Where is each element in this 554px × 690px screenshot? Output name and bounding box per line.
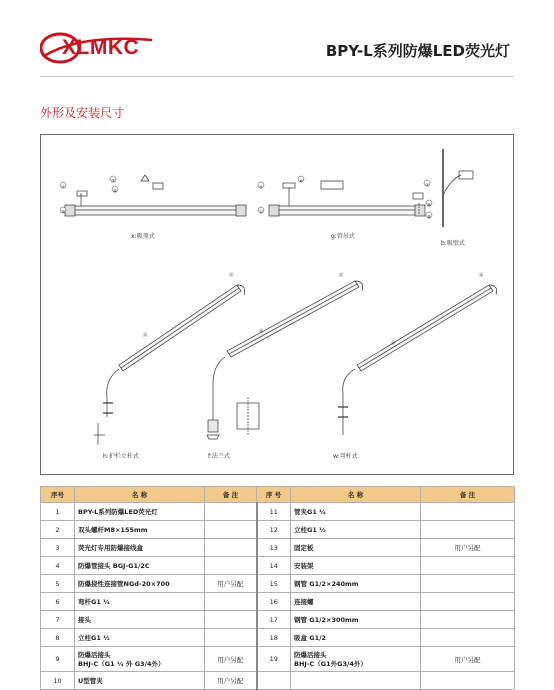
cell-note2	[421, 629, 515, 647]
cell-note2	[421, 503, 515, 521]
table-row	[41, 611, 515, 629]
table-row	[41, 629, 515, 647]
cell-n2: 14	[257, 557, 291, 575]
bent-rod-figure	[338, 285, 497, 435]
cell-n1: 4	[41, 557, 75, 575]
cell-note1: 用户另配	[205, 672, 257, 690]
column-header-no: 序号	[41, 487, 75, 503]
brand-logo	[40, 30, 160, 64]
callout-label: ⑫	[258, 210, 264, 216]
cell-n2: 15	[257, 575, 291, 593]
cell-n1: 10	[41, 672, 75, 690]
cell-note2	[421, 593, 515, 611]
cell-n1: 8	[41, 629, 75, 647]
callout-label: ⑧	[426, 203, 432, 209]
cell-name2: 立柱G1 ¹⁄₂	[291, 521, 421, 539]
cell-n2: 19	[257, 647, 291, 672]
table-row	[41, 503, 515, 521]
column-header-name: 名 称	[75, 487, 205, 503]
cell-note1	[205, 611, 257, 629]
header-divider	[40, 76, 514, 77]
callout-label: ⑥	[298, 179, 304, 185]
cell-name1: 立柱G1 ¹⁄₂	[75, 629, 205, 647]
caption-x: x:吸顶式	[131, 233, 155, 240]
cell-note1: 用户另配	[205, 647, 257, 672]
page-header	[0, 0, 554, 80]
table-row	[41, 521, 515, 539]
cell-note2	[421, 557, 515, 575]
cell-note2	[421, 521, 515, 539]
column-header-note: 备 注	[205, 487, 257, 503]
callout-label: ⑩	[60, 210, 66, 216]
pipe-pendant-figure	[269, 181, 425, 216]
cell-name2: 连接螺	[291, 593, 421, 611]
cell-name2: 吸盒 G1/2	[291, 629, 421, 647]
cell-n2: 17	[257, 611, 291, 629]
parts-table	[40, 486, 515, 690]
installation-drawing	[40, 134, 514, 475]
caption-w: w:弯杆式	[333, 453, 358, 460]
ceiling-mount-figure	[65, 175, 246, 216]
callout-label: ⑰	[338, 273, 344, 279]
callout-label: ④	[112, 189, 118, 195]
cell-name2: 安装架	[291, 557, 421, 575]
cell-name1: 防爆挠性连接管NGd-20×700	[75, 575, 205, 593]
column-header-name-2: 名 称	[291, 487, 421, 503]
cell-note1	[205, 539, 257, 557]
caption-f: f:法兰式	[208, 453, 230, 460]
callout-label: ⑬	[142, 333, 148, 339]
callout-label: ③	[110, 179, 116, 185]
cell-n1: 7	[41, 611, 75, 629]
cell-name1: 弯杆G1 ¹⁄₄	[75, 593, 205, 611]
cell-n2: 13	[257, 539, 291, 557]
cell-name1: 接头	[75, 611, 205, 629]
callout-label: ⑤	[258, 185, 264, 191]
cell-note1	[205, 521, 257, 539]
cell-name2: 固定板	[291, 539, 421, 557]
cell-n1: 1	[41, 503, 75, 521]
callout-label: ⑮	[390, 341, 396, 347]
brand-name: XLMKC	[62, 36, 140, 59]
caption-h: h:护栏立杆式	[103, 453, 139, 460]
cell-note1	[205, 503, 257, 521]
cell-n1: 3	[41, 539, 75, 557]
callout-label: ⑯	[478, 273, 484, 279]
caption-b: b:吸壁式	[441, 240, 465, 247]
guardrail-post-figure	[94, 285, 245, 445]
cell-note2: 用户另配	[421, 647, 515, 672]
table-row	[41, 647, 515, 672]
column-header-note-2: 备 注	[421, 487, 515, 503]
callout-label: ⑨	[426, 215, 432, 221]
callout-label: ⑲	[228, 273, 234, 279]
caption-g: g:管吊式	[331, 233, 355, 240]
callout-label: ⑦	[424, 183, 430, 189]
cell-note1	[205, 593, 257, 611]
column-header-no-2: 序 号	[257, 487, 291, 503]
cell-note2	[421, 611, 515, 629]
table-header-row	[41, 487, 515, 503]
cell-note2: 用户另配	[421, 539, 515, 557]
table-row	[41, 557, 515, 575]
cell-n1: 6	[41, 593, 75, 611]
cell-n2: 16	[257, 593, 291, 611]
cell-n2: 12	[257, 521, 291, 539]
table-row	[41, 539, 515, 557]
cell-n1: 5	[41, 575, 75, 593]
cell-name1: 双头螺杆M8×155mm	[75, 521, 205, 539]
cell-note2	[421, 575, 515, 593]
cell-name1: 荧光灯专用防爆接线盒	[75, 539, 205, 557]
cell-name2: 管夹G1 ¹⁄₄	[291, 503, 421, 521]
cell-name1: U型管夹	[75, 672, 205, 690]
cell-name1: 防爆活接头 BHJ-C（G1 ¹⁄₄ 外 G3/4外）	[75, 647, 205, 672]
cell-name2: 防爆活接头 BHJ-C（G1外G3/4外）	[291, 647, 421, 672]
installation-diagram	[41, 135, 515, 476]
cell-note1	[205, 557, 257, 575]
cell-name2: 钢管 G1/2×300mm	[291, 611, 421, 629]
cell-n1: 2	[41, 521, 75, 539]
cell-n2: 11	[257, 503, 291, 521]
flange-mount-figure	[207, 281, 363, 439]
cell-name1: 防爆管接头 BGJ-G1/2C	[75, 557, 205, 575]
cell-n2: 18	[257, 629, 291, 647]
table-row	[41, 575, 515, 593]
cell-n1: 9	[41, 647, 75, 672]
section-title: 外形及安装尺寸	[40, 106, 125, 120]
parts-table-body	[41, 503, 515, 690]
cell-note1: 用户另配	[205, 575, 257, 593]
page-title: BPY-L系列防爆LED荧光灯	[325, 42, 510, 60]
cell-name1: BPY-L系列防爆LED荧光灯	[75, 503, 205, 521]
cell-note1	[205, 629, 257, 647]
table-row	[41, 593, 515, 611]
callout-label: ⑭	[258, 329, 264, 335]
cell-name2: 钢管 G1/2×240mm	[291, 575, 421, 593]
callout-label: ①	[60, 185, 66, 191]
